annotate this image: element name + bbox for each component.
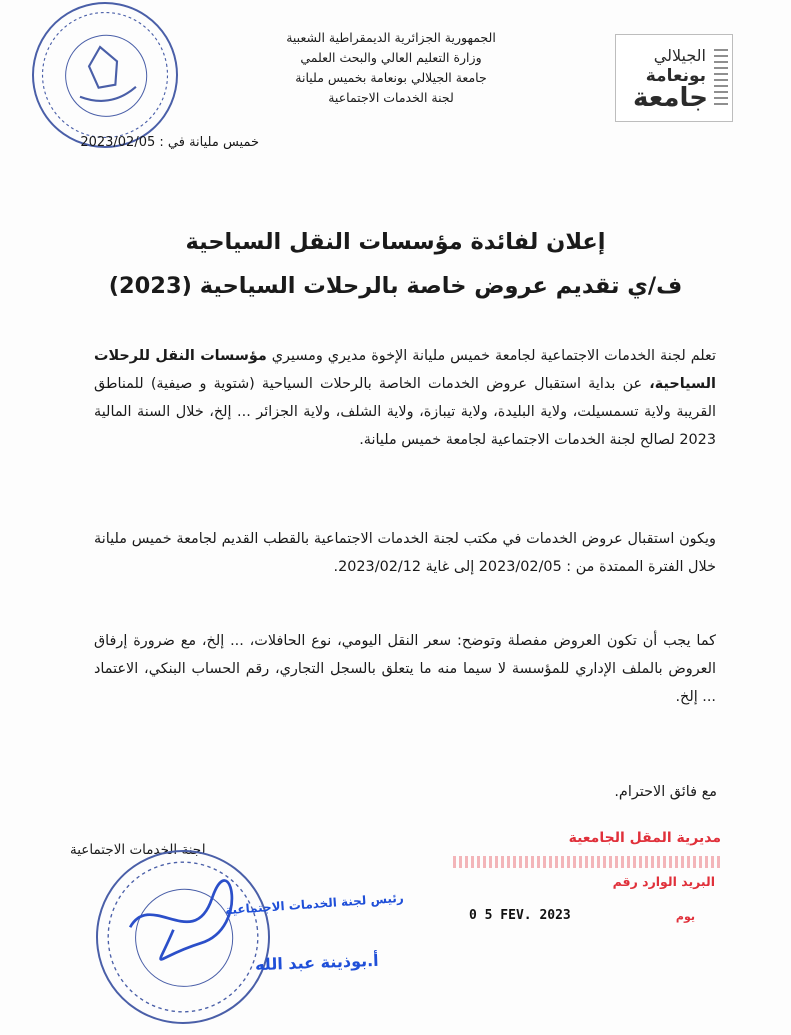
document-date: خميس مليانة في : 2023/02/05	[80, 135, 259, 150]
logo-name-top: الجيلالي	[653, 46, 706, 65]
signatory-role: رئيس لجنة الخدمات الاجتماعية	[224, 890, 405, 918]
stamp-mail-number: البريد الوارد رقم	[612, 874, 715, 889]
announcement-subtitle: ف/ي تقديم عروض خاصة بالرحلات السياحية (2023)	[108, 273, 683, 299]
seal-emblem-icon	[23, 0, 188, 157]
signatory-name: أ.بوذينة عبد الله	[254, 950, 379, 975]
stamp-smudge	[453, 856, 723, 868]
university-logo	[615, 34, 733, 122]
university-seal-bottom	[85, 839, 282, 1035]
country-name: الجمهورية الجزائرية الديمقراطية الشعبية	[286, 30, 496, 45]
paragraph-intro-text-b: عن بداية استقبال عروض الخدمات الخاصة بالرحلات السياحية (شتوية و صيفية) للمناطق القريبة ولاية تسمسيلت، ولاية البليدة، ولاية تيبازة، ولاية الشلف، ولاية الجزائر ... إلخ، خلال السنة المالية 2023 لصالح لجنة الخدمات الاجتماعية لجامعة خميس مليانة.	[94, 376, 716, 448]
ministry-name: وزارة التعليم العالي والبحث العلمي	[300, 50, 482, 65]
signature-scribble-icon	[87, 841, 279, 1033]
stamp-day-label: يوم	[675, 910, 695, 923]
paragraph-intro	[94, 342, 716, 454]
closing-salutation: مع فائق الاحترام.	[614, 784, 717, 800]
logo-name-big: جامعة	[632, 83, 708, 113]
committee-name: لجنة الخدمات الاجتماعية	[328, 90, 454, 105]
logo-side-text	[714, 49, 728, 109]
logo-name-mid: بونعامة	[645, 66, 706, 86]
signature-label: لجنة الخدمات الاجتماعية	[70, 842, 206, 858]
announcement-title: إعلان لفائدة مؤسسات النقل السياحية	[185, 229, 606, 255]
institution-header	[241, 28, 541, 108]
paragraph-intro-bold: مؤسسات النقل للرحلات السياحية،	[94, 348, 716, 392]
paragraph-reception: ويكون استقبال عروض الخدمات في مكتب لجنة الخدمات الاجتماعية بالقطب القديم لجامعة خميس مليانة خلال الفترة الممتدة من : 2023/02/05 إلى غاية 2023/02/12.	[94, 531, 716, 575]
stamp-directorate: مديرية المقل الجامعية	[568, 830, 721, 846]
paragraph-intro-text-a: تعلم لجنة الخدمات الاجتماعية لجامعة خميس مليانة الإخوة مديري ومسيري	[266, 348, 717, 364]
paragraph-requirements: كما يجب أن تكون العروض مفصلة وتوضح: سعر النقل اليومي، نوع الحافلات، ... إلخ، مع ضرورة إرفاق العروض بالملف الإداري للمؤسسة لا سيما منه ما يتعلق بالسجل التجاري، رقم الحساب البنكي، الاعتماد ... إلخ.	[94, 633, 716, 705]
university-name: جامعة الجيلالي بونعامة بخميس مليانة	[295, 70, 487, 85]
stamp-date: 0 5 FEV. 2023	[469, 908, 571, 923]
reception-stamp	[445, 830, 735, 940]
